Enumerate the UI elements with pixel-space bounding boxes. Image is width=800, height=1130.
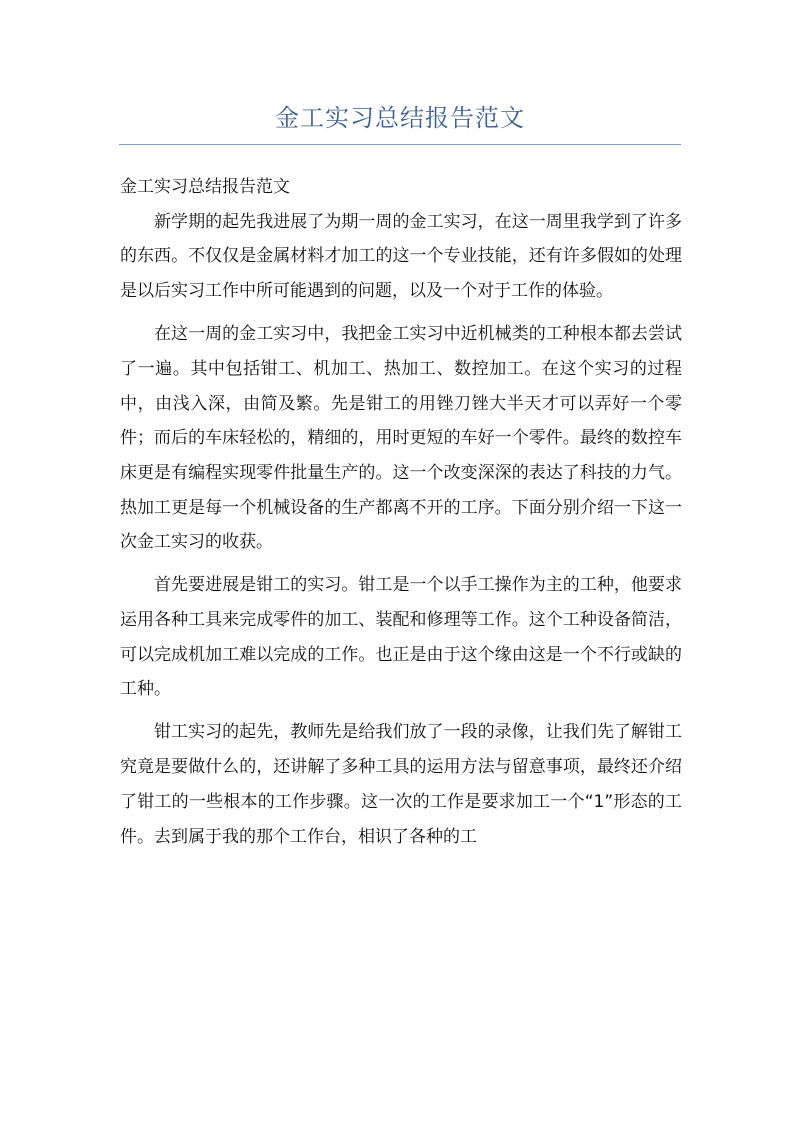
document-subtitle: 金工实习总结报告范文 [120,177,290,197]
document-body [120,170,682,863]
paragraph-4: 钳工实习的起先，教师先是给我们放了一段的录像，让我们先了解钳工究竟是要做什么的，还讲解了多种工具的运用方法与留意事项，最终还介绍了钳工的一些根本的工作步骤。这一次的工作是要求加工一个“1”形态的工件。去到属于我的那个工作台，相识了各种的工 [120,722,682,847]
paragraph-1: 新学期的起先我进展了为期一周的金工实习，在这一周里我学到了许多的东西。不仅仅是金属材料才加工的这一个专业技能，还有许多假如的处理是以后实习工作中所可能遇到的问题，以及一个对于工作的体验。 [120,211,682,302]
paragraph-2: 在这一周的金工实习中，我把金工实习中近机械类的工种根本都去尝试了一遍。其中包括钳工、机加工、热加工、数控加工。在这个实习的过程中，由浅入深，由简及繁。先是钳工的用锉刀锉大半天才可以弄好一个零件；而后的车床轻松的，精细的，用时更短的车好一个零件。最终的数控车床更是有编程实现零件批量生产的。这一个改变深深的表达了科技的力气。热加工更是每一个机械设备的生产都离不开的工序。下面分别介绍一下这一次金工实习的收获。 [120,324,682,553]
paragraph-3: 首先要进展是钳工的实习。钳工是一个以手工操作为主的工种，他要求运用各种工具来完成零件的加工、装配和修理等工作。这个工种设备简洁，可以完成机加工难以完成的工作。也正是由于这个缘由这是一个不行或缺的工种。 [120,575,682,700]
document-title: 金工实习总结报告范文 [275,104,525,132]
title-underline [119,144,681,145]
